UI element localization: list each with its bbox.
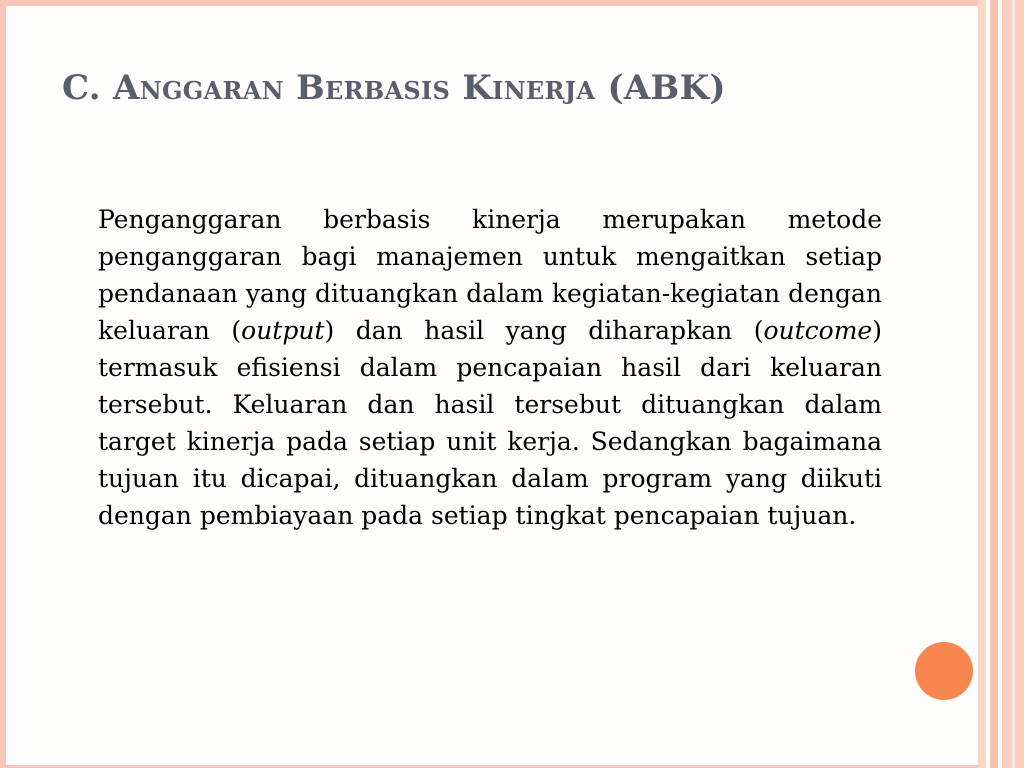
body-paragraph [98, 201, 882, 534]
decorative-stripe [1012, 0, 1015, 768]
term-outcome: outcome [763, 316, 873, 345]
paragraph-text-2: ) dan hasil yang diharapkan ( [324, 316, 764, 345]
decorative-stripe [978, 0, 986, 768]
slide-title: C. Anggaran Berbasis Kinerja (ABK) [62, 68, 726, 108]
paragraph-text-3: ) termasuk efisiensi dalam pencapaian hasil dari keluaran tersebut. Keluaran dan hasil tersebut dituangkan dalam target kinerja pada setiap unit kerja. Sedangkan bagaimana tujuan itu dicapai, dituangkan dalam program yang diikuti dengan pembiayaan pada setiap tingkat pencapaian tujuan. [98, 316, 882, 530]
paragraph-text-1: Penganggaran berbasis kinerja merupakan metode penganggaran bagi manajemen untuk mengaitkan setiap pendanaan yang dituangkan dalam kegiatan-kegiatan dengan keluaran ( [98, 205, 882, 345]
term-output: output [241, 316, 325, 345]
decorative-circle-icon [913, 640, 975, 702]
slide-border-left [0, 0, 6, 768]
decorative-stripe [990, 0, 998, 768]
slide-border-top [0, 0, 1024, 6]
